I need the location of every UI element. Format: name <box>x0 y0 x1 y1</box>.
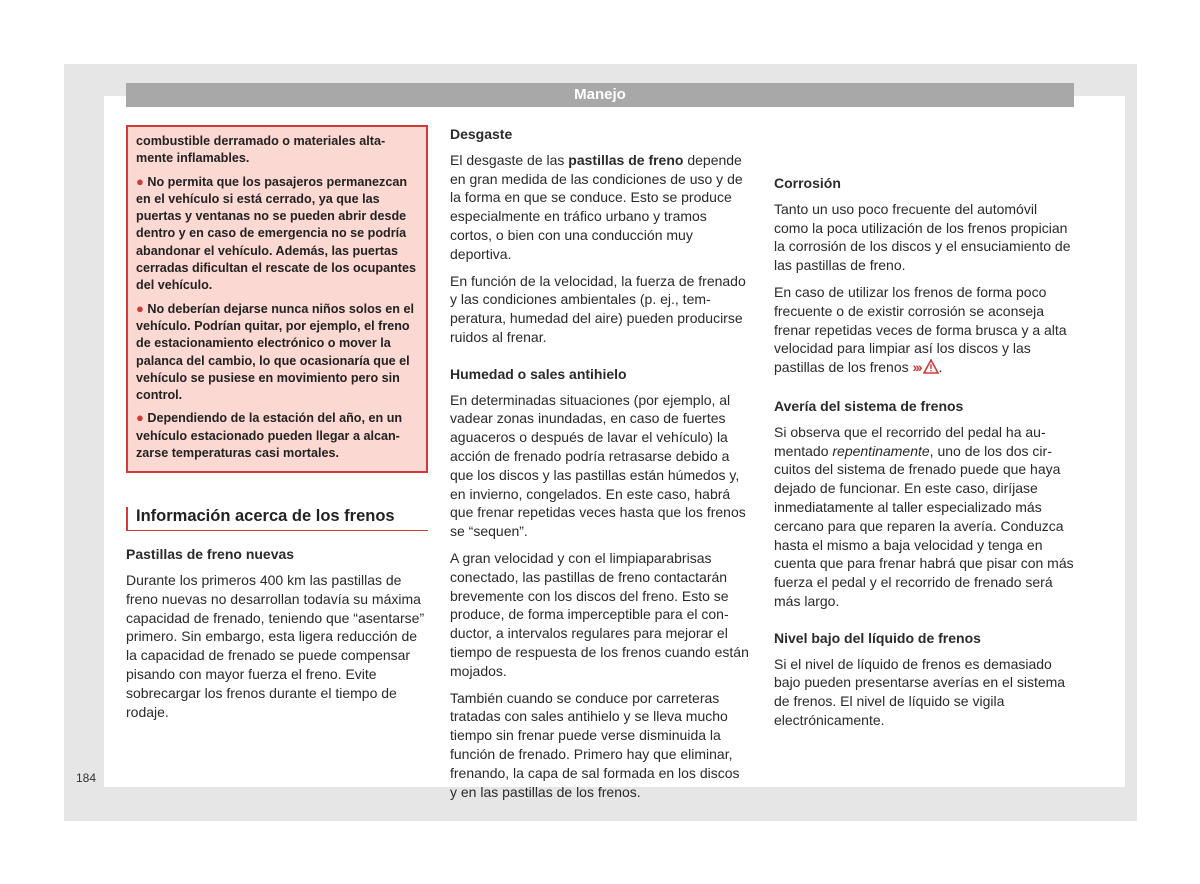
warning-bullet <box>136 300 418 405</box>
corrosion-paragraph-1: Tanto un uso poco frecuente del automóvil como la poca utilización de los frenos propician la corrosión de los discos y el ensuciamiento de las pastillas de freno. <box>774 200 1071 274</box>
averia-text: , uno de los dos circuitos del sistema de frenado puede que haya dejado de funcionar. En este caso, diríjase inmediatamente al taller especializado más cercano para que reparen la avería. Conduzca hasta el mismo a baja velocidad y tenga en cuenta que para frenar habrá que pisar con más fuerza el pedal y el recorrido de frenado será más largo. <box>774 442 1074 609</box>
corrosion-heading: Corrosión <box>774 175 841 191</box>
warning-bullet <box>136 409 418 462</box>
column-middle <box>450 125 750 809</box>
corrosion-text: En caso de utilizar los frenos de forma poco frecuente o de existir corrosión se aconseja frenar repetidas veces de forma brusca y a alta velocidad para limpiar así los discos y las pastillas de los frenos <box>774 283 1067 376</box>
warning-triangle-icon <box>923 359 939 379</box>
bullet-icon: ● <box>136 173 144 189</box>
humedad-paragraph-2: A gran velocidad y con el limpiaparabrisas conectado, las pastillas de freno contactarán brevemente con los discos del freno. Esto se produce, de forma imperceptible para el conductor, a intervalos regulares para mejorar el tiempo de respuesta de los frenos cuando están mojados. <box>450 549 749 679</box>
chapter-header: Manejo <box>126 83 1074 107</box>
averia-italic-term: repentinamente <box>832 442 930 459</box>
page-number: 184 <box>76 771 97 785</box>
section-title: Información acerca de los frenos <box>126 507 428 531</box>
cross-reference-arrows: ››› <box>912 359 921 376</box>
desgaste-bold-term: pastillas de freno <box>568 151 684 168</box>
warning-bullet-text: No deberían dejarse nunca niños solos en el vehículo. Podrían quitar, por ejemplo, el freno de estacionamiento electrónico o mover la palanca del cambio, lo que ocasionaría que el vehículo se pusiese en movimiento pero sin control. <box>136 301 414 403</box>
desgaste-paragraph-2: En función de la velocidad, la fuerza de frenado y las condiciones ambientales (p. ej., temperatura, humedad del aire) pueden producirse ruidos al frenar. <box>450 272 746 345</box>
warning-continued-text: combustible derramado o materiales altamente inflamables. <box>136 134 386 166</box>
column-right <box>774 125 1074 738</box>
bullet-icon: ● <box>136 300 144 316</box>
desgaste-heading: Desgaste <box>450 126 513 142</box>
averia-paragraph <box>774 423 1074 611</box>
desgaste-text: depende en gran medida de las condiciones de uso y de la forma en que se conduce. Esto se produce especialmente en tráfico urbano y tramos cortos, o bien con una conducción muy deportiva. <box>450 151 743 262</box>
corrosion-paragraph-2: En caso de utilizar los frenos de forma poco frecuente o de existir corrosión se aconseja frenar repetidas veces de forma brusca y a alta velocidad para limpiar así los discos y las pastillas de los frenos ››› . <box>774 283 1074 379</box>
bullet-icon: ● <box>136 410 144 426</box>
desgaste-paragraph-1 <box>450 151 750 264</box>
desgaste-text: El desgaste de las <box>450 151 569 168</box>
humedad-paragraph-3: También cuando se conduce por carreteras tratadas con sales antihielo y se lleva mucho tiempo sin frenar puede verse disminuida la función de frenado. Primero hay que eliminar, frenando, la capa de sal formada en los discos y en las pastillas de los frenos. <box>450 689 740 800</box>
averia-text: Si observa que el recorrido del pedal ha aumentado <box>774 423 1046 459</box>
column-left <box>126 125 428 729</box>
pastillas-heading: Pastillas de freno nuevas <box>126 546 295 563</box>
nivel-paragraph: Si el nivel de líquido de frenos es demasiado bajo pueden presentarse averías en el sistema de frenos. El nivel de líquido se vigila electrónicamente. <box>774 655 1066 728</box>
nivel-heading: Nivel bajo del líquido de frenos <box>774 629 981 646</box>
pastillas-text: Durante los primeros 400 km las pastillas de freno nuevas no desarrollan todavía su máxima capacidad de frenado, teniendo que “asentarse” primero. Sin embargo, esta ligera reducción de la capacidad de frenado se puede compensar pisando con mayor fuerza el freno. Evite sobrecargar los frenos durante el tiempo de rodaje. <box>126 571 425 720</box>
warning-bullet <box>136 173 418 295</box>
warning-box <box>126 125 428 473</box>
warning-bullet-text: Dependiendo de la estación del año, en un vehículo estacionado pueden llegar a alcanzarse temperaturas casi mortales. <box>136 411 403 461</box>
warning-bullet-text: No permita que los pasajeros permanezcan en el vehículo si está cerrado, ya que las puertas y ventanas no se pueden abrir desde dentro y en caso de emergencia no se podría abandonar el vehículo. Además, las puertas cerradas dificultan el rescate de los ocupantes del vehículo. <box>136 174 416 293</box>
humedad-heading: Humedad o sales antihielo <box>450 365 627 382</box>
averia-heading: Avería del sistema de frenos <box>774 397 964 414</box>
humedad-paragraph-1: En determinadas situaciones (por ejemplo, al vadear zonas inundadas, en caso de fuertes aguaceros o después de lavar el vehículo) la acción de frenado podría retrasarse debido a que los discos y las pastillas están húmedos y, en invierno, congelados. En este caso, habrá que frenar repetidas veces hasta que los frenos se “sequen”. <box>450 391 746 540</box>
